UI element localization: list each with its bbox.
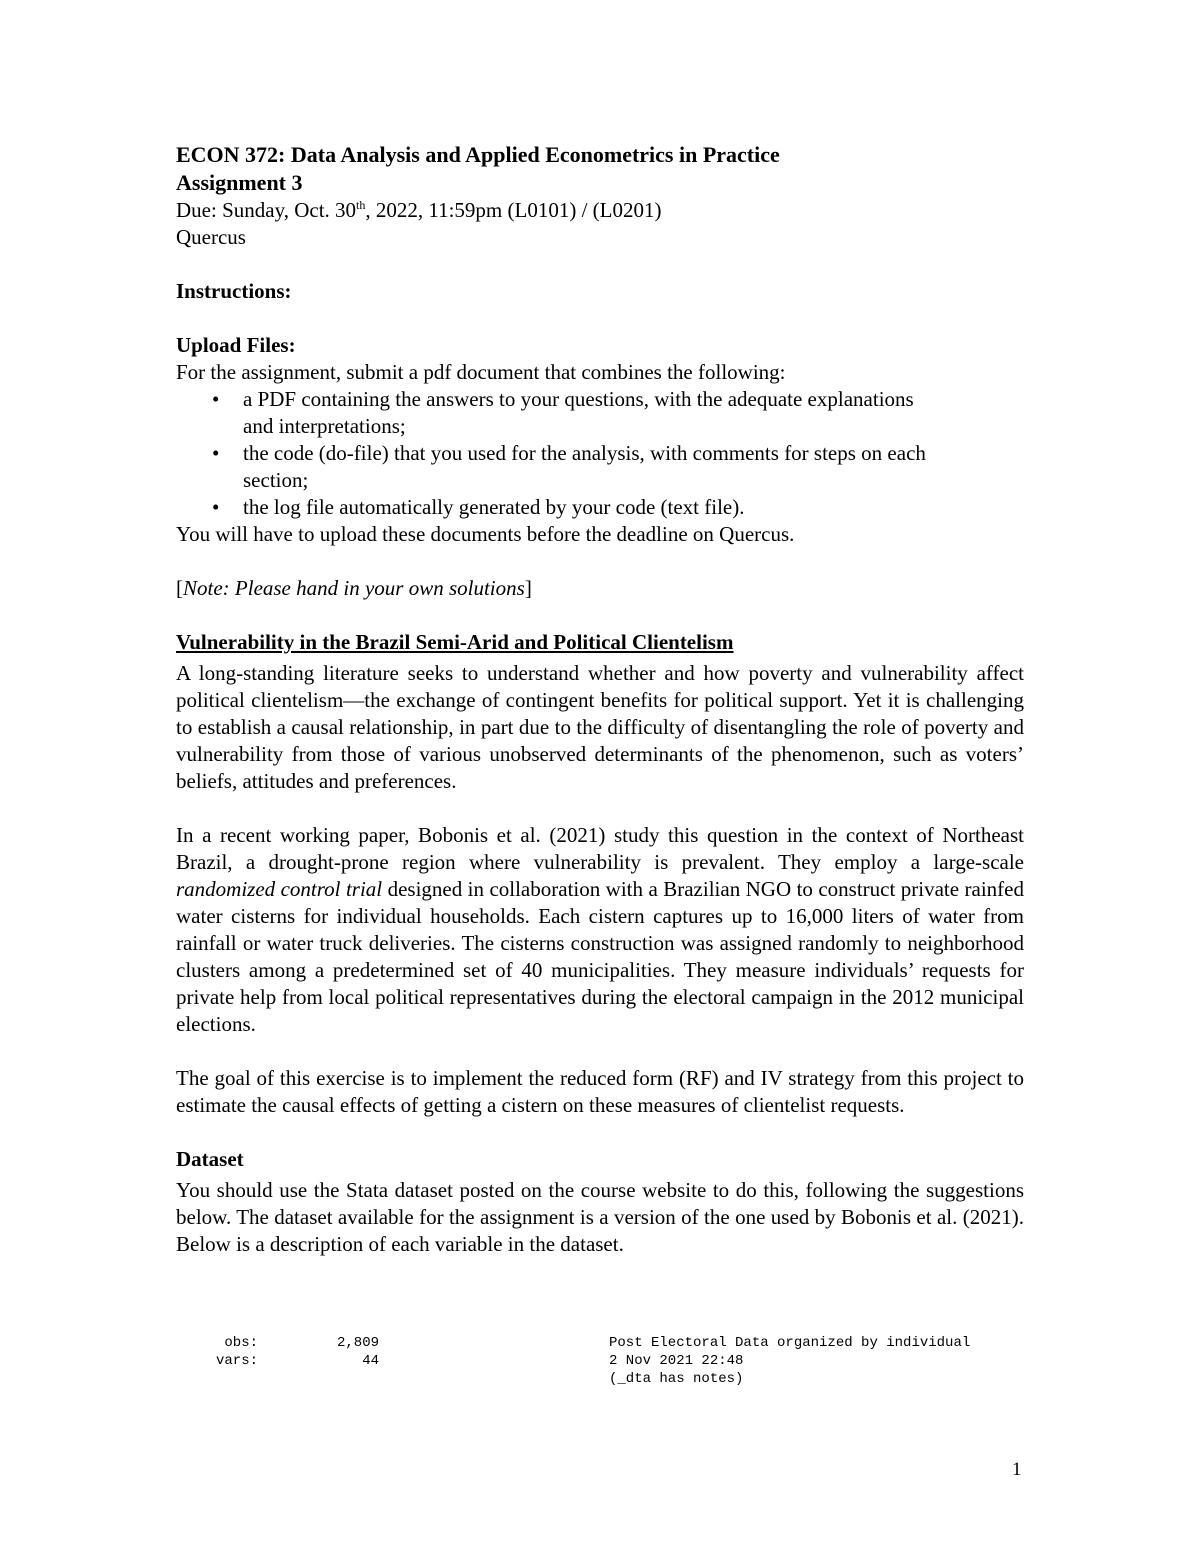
document-page (176, 141, 1024, 1258)
section-paragraph-1: A long-standing literature seeks to understand whether and how poverty and vulnerability affect political clientelism—the exchange of contingent benefits for political support. Yet it is challenging to establish a causal relationship, in part due to the difficulty of disentangling the role of poverty and vulnerability from those of various unobserved determinants of the phenomenon, such as voters’ beliefs, attitudes and preferences. (176, 661, 1024, 793)
assignment-title: Assignment 3 (176, 170, 303, 195)
dataset-heading: Dataset (176, 1147, 244, 1171)
upload-intro: For the assignment, submit a pdf document that combines the following: (176, 360, 786, 384)
note (176, 575, 1024, 602)
due-superscript: th (356, 198, 366, 212)
bullet-text: a PDF containing the answers to your questions, with the adequate explanations (243, 387, 914, 411)
instructions-heading: Instructions: (176, 279, 292, 303)
list-item (176, 494, 1024, 521)
section-title: Vulnerability in the Brazil Semi-Arid and Political Clientelism (176, 630, 734, 654)
dataset-paragraph: You should use the Stata dataset posted on the course website to do this, following the suggestions below. The dataset available for the assignment is a version of the one used by Bobonis et al. (2021). Below is a description of each variable in the dataset. (176, 1178, 1024, 1256)
section-paragraph-3: The goal of this exercise is to implement the reduced form (RF) and IV strategy from this project to estimate the causal effects of getting a cistern on these measures of clientelist requests. (176, 1066, 1024, 1117)
upload-bullet-list (176, 386, 1024, 521)
list-item (176, 386, 1024, 440)
due-date (176, 197, 1024, 224)
course-title: ECON 372: Data Analysis and Applied Econometrics in Practice (176, 142, 780, 167)
bullet-icon: • (212, 387, 220, 411)
stata-describe-output (176, 1334, 1036, 1388)
page-number: 1 (1012, 1459, 1022, 1480)
upload-files-heading: Upload Files: (176, 333, 296, 357)
bullet-icon: • (212, 441, 220, 465)
dataset-notes: (_dta has notes) (609, 1371, 744, 1387)
stata-row-notes (176, 1370, 1036, 1388)
bullet-icon: • (212, 495, 220, 519)
upload-closing: You will have to upload these documents before the deadline on Quercus. (176, 522, 795, 546)
p2-text-a: In a recent working paper, Bobonis et al. (2021) study this question in the context of Northeast Brazil, a drought-prone region where vulnerability is prevalent. They employ a large-scale (176, 823, 1024, 874)
dataset-date: 2 Nov 2021 22:48 (609, 1353, 744, 1369)
p2-emphasis: randomized control trial (176, 877, 383, 901)
stata-row-vars (176, 1352, 1036, 1370)
obs-value: 2,809 (336, 1335, 379, 1351)
submission-platform: Quercus (176, 225, 246, 249)
vars-label: vars: (215, 1353, 258, 1369)
list-item (176, 440, 1024, 494)
bullet-text: the log file automatically generated by your code (text file). (243, 495, 745, 519)
bullet-text-continued: and interpretations; (243, 414, 406, 438)
bullet-text: the code (do-file) that you used for the analysis, with comments for steps on each (243, 441, 926, 465)
due-prefix: Due: Sunday, Oct. 30 (176, 198, 357, 222)
note-open-bracket: [ (176, 576, 183, 600)
obs-label: obs: (224, 1335, 258, 1351)
stata-row-obs (176, 1334, 1036, 1352)
bullet-text-continued: section; (243, 468, 309, 492)
vars-value: 44 (362, 1353, 379, 1369)
note-close-bracket: ] (524, 576, 532, 600)
section-paragraph-2 (176, 822, 1024, 1038)
dataset-label: Post Electoral Data organized by individual (609, 1335, 971, 1351)
due-suffix: , 2022, 11:59pm (L0101) / (L0201) (365, 198, 662, 222)
p2-text-b: designed in collaboration with a Brazilian NGO to construct private rainfed water cisterns for individual households. Each cistern captures up to 16,000 liters of water from rainfall or water truck deliveries. The cisterns construction was assigned randomly to neighborhood clusters among a predetermined set of 40 municipalities. They measure individuals’ requests for private help from local political representatives during the electoral campaign in the 2012 municipal elections. (176, 877, 1024, 1036)
note-text: Note: Please hand in your own solutions (183, 576, 525, 600)
